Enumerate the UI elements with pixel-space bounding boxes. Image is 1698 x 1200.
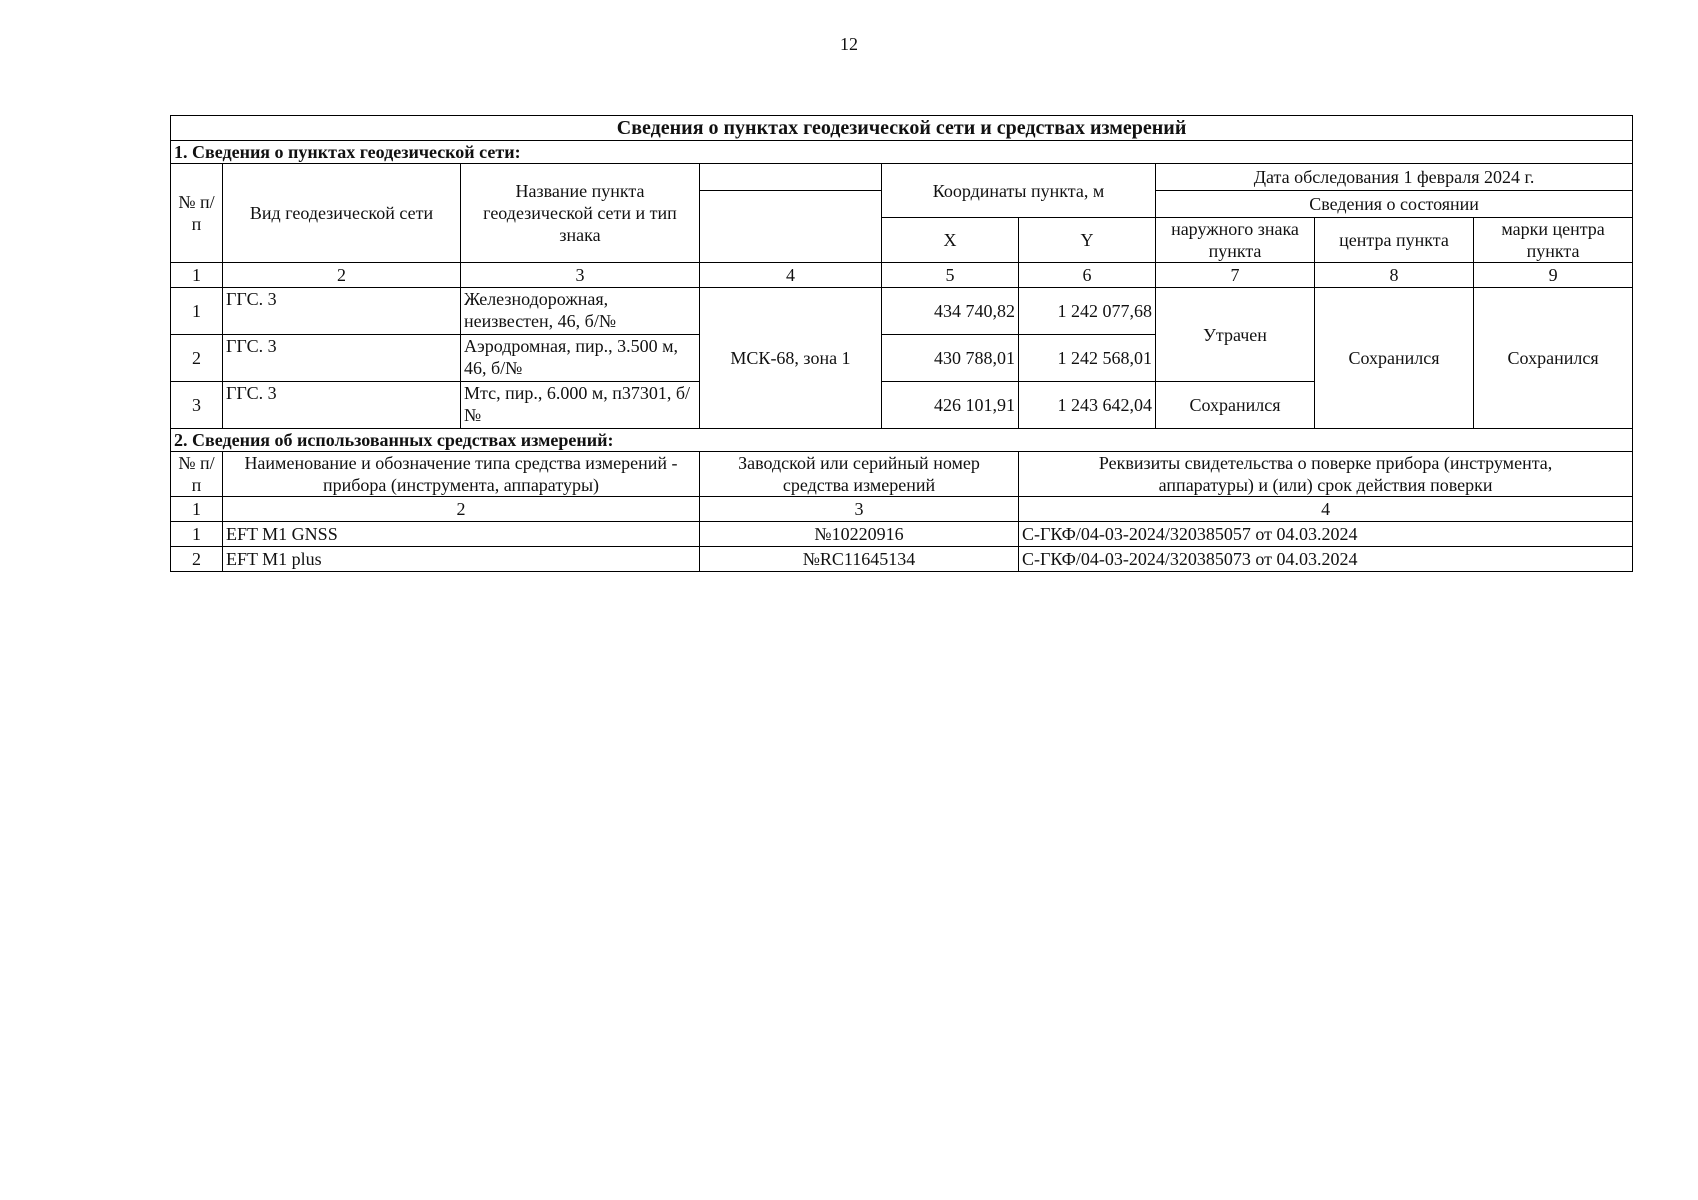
col-number: 3 [700,497,1019,522]
header-condition: Сведения о состоянии [1156,191,1633,218]
header-coords: Координаты пункта, м [882,164,1156,218]
row-network-type: ГГС. 3 [223,288,461,335]
header-center-mark: марки центра пункта [1474,218,1633,263]
center-mark-status: Сохранился [1474,288,1633,429]
header2-certificate: Реквизиты свидетельства о поверке прибора (инструмента, аппаратуры) и (или) срок действия поверки [1019,452,1633,497]
page-number: 12 [840,34,858,54]
col-number: 1 [171,497,223,522]
col-number: 6 [1019,263,1156,288]
geodetic-table [170,115,1633,572]
instrument-certificate: С-ГКФ/04-03-2024/320385073 от 04.03.2024 [1019,547,1633,572]
instrument-num: 2 [171,547,223,572]
section1-heading: 1. Сведения о пунктах геодезической сети: [171,141,1633,164]
header2-instrument: Наименование и обозначение типа средства измерений - прибора (инструмента, аппаратуры) [223,452,700,497]
row-x: 430 788,01 [882,335,1019,382]
header2-serial: Заводской или серийный номер средства измерений [700,452,1019,497]
row-network-type: ГГС. 3 [223,382,461,429]
header-col4 [700,191,882,263]
col-number: 3 [461,263,700,288]
row-num: 3 [171,382,223,429]
col-number: 2 [223,263,461,288]
col-number: 7 [1156,263,1315,288]
instrument-certificate: С-ГКФ/04-03-2024/320385057 от 04.03.2024 [1019,522,1633,547]
table-row [171,288,1633,335]
table-row [171,522,1633,547]
row-point-name: Аэродромная, пир., 3.500 м, 46, б/№ [461,335,700,382]
header-point-name: Название пункта геодезической сети и тип знака [461,164,700,263]
header-num: № п/п [171,164,223,263]
section2-heading: 2. Сведения об использованных средствах измерений: [171,429,1633,452]
col-number: 4 [700,263,882,288]
col-number: 2 [223,497,700,522]
coord-system: МСК-68, зона 1 [700,288,882,429]
header-y: Y [1019,218,1156,263]
header2-num: № п/п [171,452,223,497]
instrument-serial: №RC11645134 [700,547,1019,572]
instrument-serial: №10220916 [700,522,1019,547]
row-network-type: ГГС. 3 [223,335,461,382]
center-status: Сохранился [1315,288,1474,429]
col-number: 1 [171,263,223,288]
row-y: 1 242 077,68 [1019,288,1156,335]
header-network-type: Вид геодезической сети [223,164,461,263]
instrument-num: 1 [171,522,223,547]
outer-sign-status: Утрачен [1156,288,1315,382]
row-y: 1 243 642,04 [1019,382,1156,429]
header-survey-date: Дата обследования 1 февраля 2024 г. [1156,164,1633,191]
col-number: 5 [882,263,1019,288]
row-x: 434 740,82 [882,288,1019,335]
row-point-name: Железнодорожная, неизвестен, 46, б/№ [461,288,700,335]
row-num: 1 [171,288,223,335]
row-point-name: Мтс, пир., 6.000 м, п37301, б/№ [461,382,700,429]
instrument-name: EFT M1 plus [223,547,700,572]
row-x: 426 101,91 [882,382,1019,429]
header-outer-sign: наружного знака пункта [1156,218,1315,263]
outer-sign-status: Сохранился [1156,382,1315,429]
instrument-name: EFT M1 GNSS [223,522,700,547]
header-x: X [882,218,1019,263]
col-number: 9 [1474,263,1633,288]
header-col4-blank [700,164,882,191]
table-row [171,547,1633,572]
col-number: 4 [1019,497,1633,522]
table-title: Сведения о пунктах геодезической сети и средствах измерений [171,116,1633,141]
row-y: 1 242 568,01 [1019,335,1156,382]
row-num: 2 [171,335,223,382]
col-number: 8 [1315,263,1474,288]
header-center: центра пункта [1315,218,1474,263]
